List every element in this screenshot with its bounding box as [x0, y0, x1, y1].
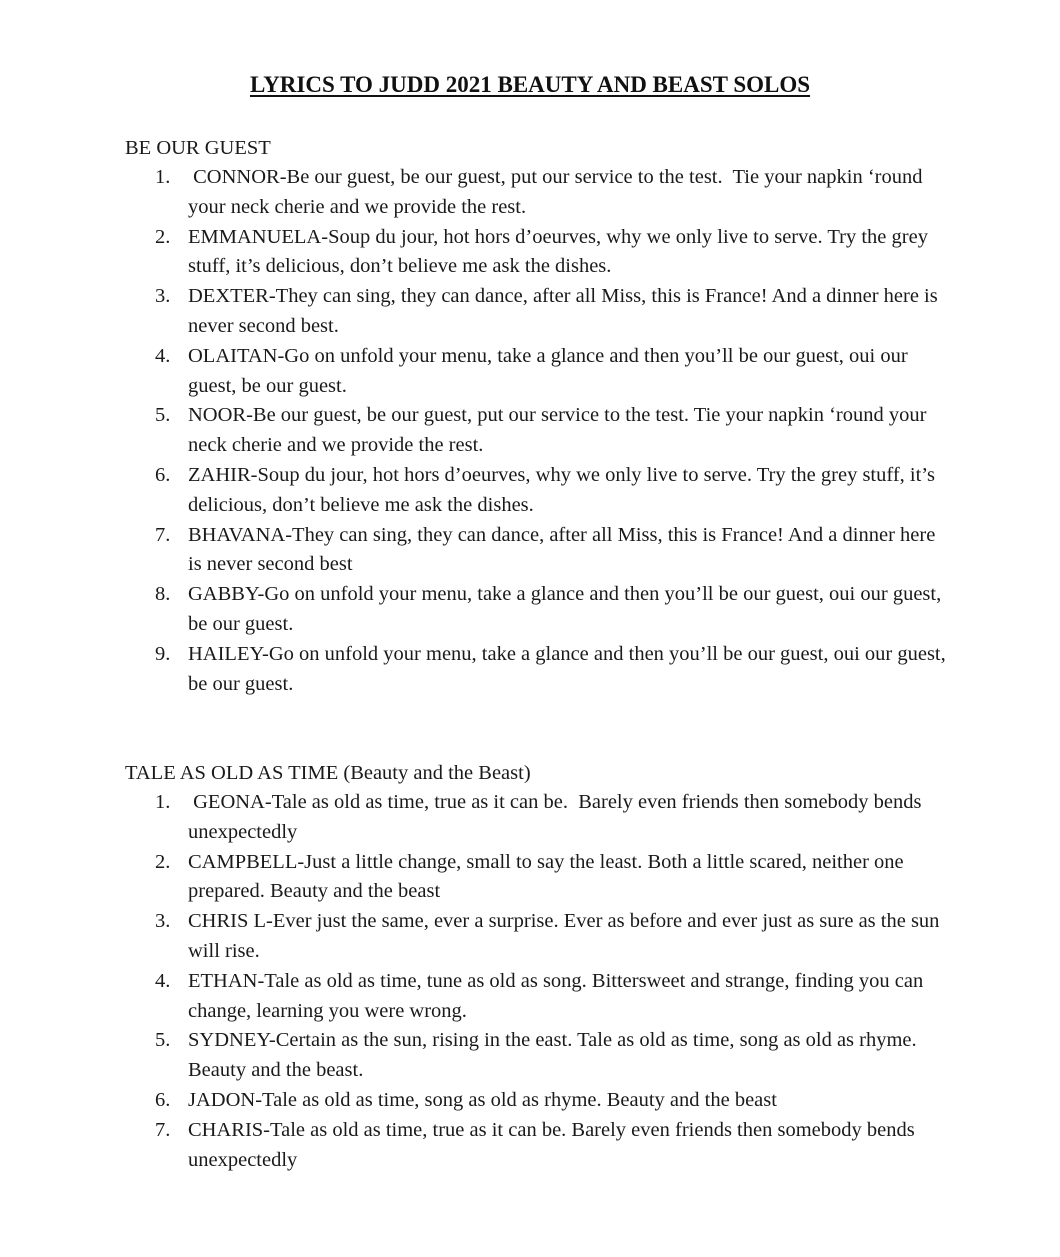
item-text: GEONA-Tale as old as time, true as it can be. Barely even friends then somebody bends unexpectedly [188, 791, 927, 843]
list-item [125, 401, 955, 461]
item-text: GABBY-Go on unfold your menu, take a glance and then you’ll be our guest, oui our guest, be our guest. [188, 583, 942, 635]
item-text: CONNOR-Be our guest, be our guest, put our service to the test. Tie your napkin ‘round your neck cherie and we provide the rest. [188, 166, 928, 218]
list-item [125, 1026, 955, 1086]
item-number: 8. [155, 583, 171, 606]
document-title [0, 70, 1060, 100]
list-item [125, 1116, 955, 1176]
item-number: 3. [155, 910, 171, 933]
list-item [125, 907, 955, 967]
section-be-our-guest [125, 133, 955, 699]
item-number: 2. [155, 850, 171, 873]
item-number: 1. [155, 166, 171, 188]
item-number: 5. [155, 1029, 171, 1052]
item-text: OLAITAN-Go on unfold your menu, take a glance and then you’ll be our guest, oui our guest, be our guest. [188, 344, 908, 397]
list-item [125, 788, 955, 848]
list-item [125, 967, 955, 1027]
item-number: 6. [155, 463, 171, 486]
list-item [125, 342, 955, 402]
item-number: 3. [155, 285, 171, 308]
list-item [125, 1086, 955, 1116]
list-item [125, 580, 955, 640]
item-number: 4. [155, 969, 171, 992]
item-number: 5. [155, 404, 171, 427]
item-text: DEXTER-They can sing, they can dance, after all Miss, this is France! And a dinner here is never second best. [188, 285, 938, 337]
list-item [125, 223, 955, 283]
list-item [125, 461, 955, 521]
list-item [125, 640, 955, 700]
item-text: CHRIS L-Ever just the same, ever a surprise. Ever as before and ever just as sure as the sun will rise. [188, 910, 940, 962]
item-text: NOOR-Be our guest, be our guest, put our service to the test. Tie your napkin ‘round your neck cherie and we provide the rest. [188, 404, 927, 457]
item-text: BHAVANA-They can sing, they can dance, after all Miss, this is France! And a dinner here is never second best [188, 523, 936, 576]
item-number: 4. [155, 344, 171, 367]
list-item [125, 163, 955, 223]
section-tale-as-old-as-time [125, 758, 955, 1175]
item-text: ZAHIR-Soup du jour, hot hors d’oeurves, why we only live to serve. Try the grey stuff, it’s delicious, don’t believe me ask the dishes. [188, 463, 935, 516]
item-number: 9. [155, 642, 171, 665]
section-heading: TALE AS OLD AS TIME (Beauty and the Beast) [125, 762, 531, 784]
list-item [125, 521, 955, 581]
item-text: CAMPBELL-Just a little change, small to say the least. Both a little scared, neither one prepared. Beauty and the beast [188, 850, 904, 903]
solo-list [125, 163, 955, 699]
section-heading: BE OUR GUEST [125, 137, 271, 159]
item-number: 7. [155, 1118, 171, 1141]
list-item [125, 282, 955, 342]
item-text: SYDNEY-Certain as the sun, rising in the east. Tale as old as time, song as old as rhyme. Beauty and the beast. [188, 1029, 917, 1082]
item-number: 2. [155, 225, 171, 248]
item-number: 1. [155, 791, 171, 813]
item-number: 6. [155, 1088, 171, 1111]
list-item [125, 848, 955, 908]
item-text: ETHAN-Tale as old as time, tune as old as song. Bittersweet and strange, finding you can change, learning you were wrong. [188, 969, 924, 1022]
item-text: HAILEY-Go on unfold your menu, take a glance and then you’ll be our guest, oui our guest, be our guest. [188, 642, 946, 695]
item-text: JADON-Tale as old as time, song as old as rhyme. Beauty and the beast [188, 1088, 777, 1111]
item-text: CHARIS-Tale as old as time, true as it can be. Barely even friends then somebody bends unexpectedly [188, 1118, 915, 1171]
item-text: EMMANUELA-Soup du jour, hot hors d’oeurves, why we only live to serve. Try the grey stuff, it’s delicious, don’t believe me ask the dishes. [188, 225, 928, 278]
document-title-text: LYRICS TO JUDD 2021 BEAUTY AND BEAST SOLOS [249, 72, 811, 97]
solo-list [125, 788, 955, 1175]
item-number: 7. [155, 523, 171, 546]
